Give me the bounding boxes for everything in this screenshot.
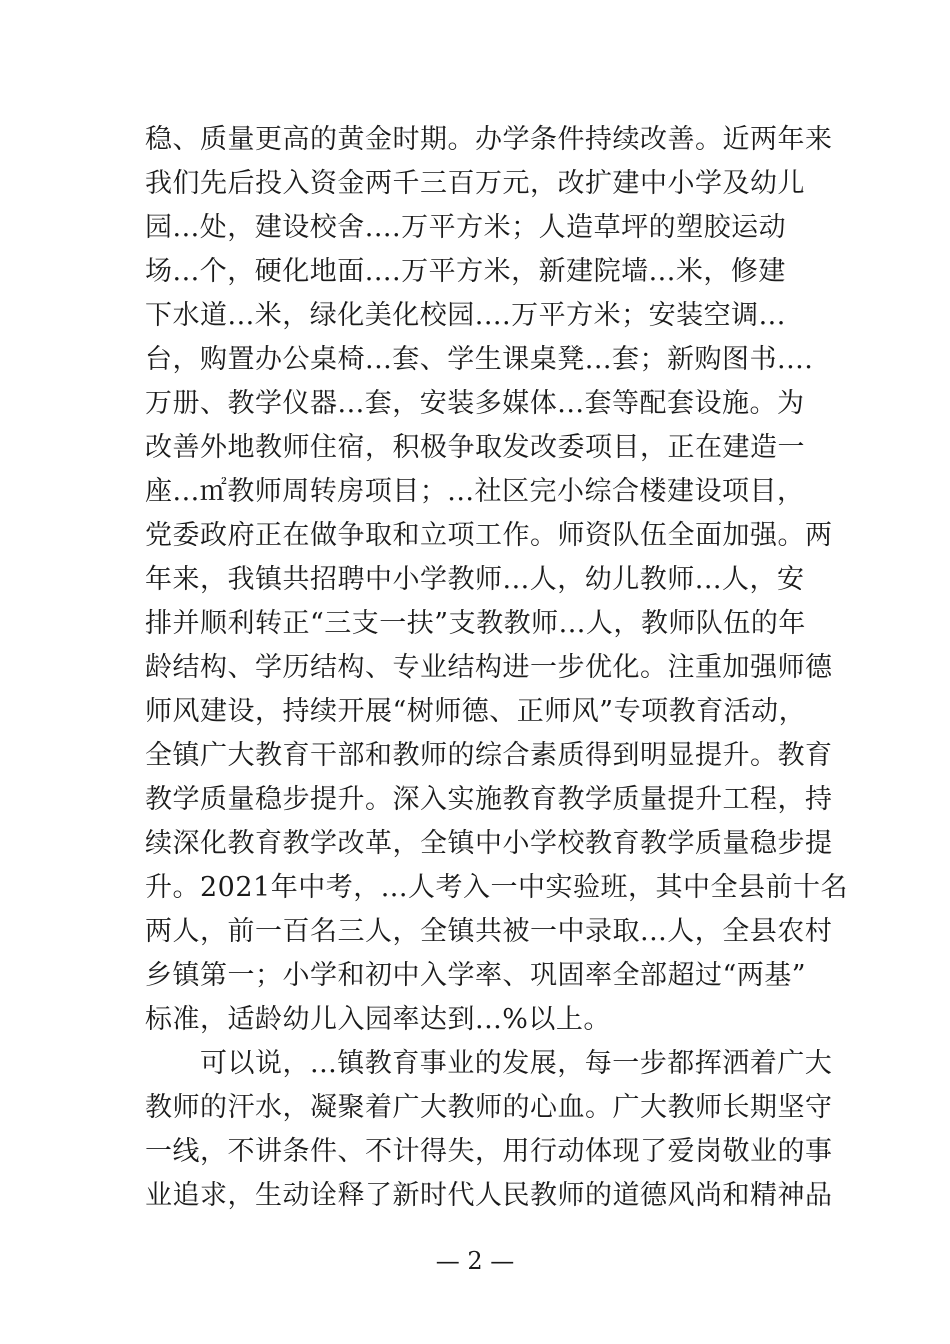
text-line: 龄结构、学历结构、专业结构进一步优化。注重加强师德 (145, 652, 833, 683)
text-line: 标准，适龄幼儿入园率达到...%以上。 (145, 1004, 611, 1035)
text-line: 续深化教育教学改革，全镇中小学校教育教学质量稳步提 (145, 828, 833, 859)
text-line: 升。2021年中考，...人考入一中实验班，其中全县前十名 (145, 872, 848, 903)
text-line: 排并顺利转正“三支一扶”支教教师...人，教师队伍的年 (145, 608, 806, 639)
text-line: 全镇广大教育干部和教师的综合素质得到明显提升。教育 (145, 740, 833, 771)
text-line: 党委政府正在做争取和立项工作。师资队伍全面加强。两 (145, 520, 833, 551)
text-line: 教学质量稳步提升。深入实施教育教学质量提升工程，持 (145, 784, 833, 815)
text-line: 一线，不讲条件、不计得失，用行动体现了爱岗敬业的事 (145, 1136, 833, 1167)
text-line: 两人，前一百名三人，全镇共被一中录取...人，全县农村 (145, 916, 833, 947)
text-line: 改善外地教师住宿，积极争取发改委项目，正在建造一 (145, 432, 805, 463)
text-line: 园...处，建设校舍....万平方米；人造草坪的塑胶运动 (145, 212, 787, 243)
text-line: 台，购置办公桌椅...套、学生课桌凳...套；新购图书.... (145, 344, 814, 375)
text-line: 座...㎡教师周转房项目；...社区完小综合楼建设项目， (145, 476, 805, 507)
text-line: 教师的汗水，凝聚着广大教师的心血。广大教师长期坚守 (145, 1092, 833, 1123)
text-line: 场...个，硬化地面....万平方米，新建院墙...米，修建 (145, 256, 786, 287)
text-line: 业追求，生动诠释了新时代人民教师的道德风尚和精神品 (145, 1180, 833, 1211)
text-line: 师风建设，持续开展“树师德、正师风”专项教育活动， (145, 696, 807, 727)
page-number: — 2 — (435, 1247, 515, 1275)
text-line: 乡镇第一；小学和初中入学率、巩固率全部超过“两基” (145, 960, 807, 991)
text-line: 下水道...米，绿化美化校园....万平方米；安装空调... (145, 300, 786, 331)
text-line: 我们先后投入资金两千三百万元，改扩建中小学及幼儿 (145, 168, 805, 199)
text-line: 万册、教学仪器...套，安装多媒体...套等配套设施。为 (145, 388, 805, 419)
text-line: 可以说，...镇教育事业的发展，每一步都挥洒着广大 (145, 1048, 833, 1079)
text-line: 稳、质量更高的黄金时期。办学条件持续改善。近两年来 (145, 124, 833, 155)
text-line: 年来，我镇共招聘中小学教师...人，幼儿教师...人，安 (145, 564, 805, 595)
